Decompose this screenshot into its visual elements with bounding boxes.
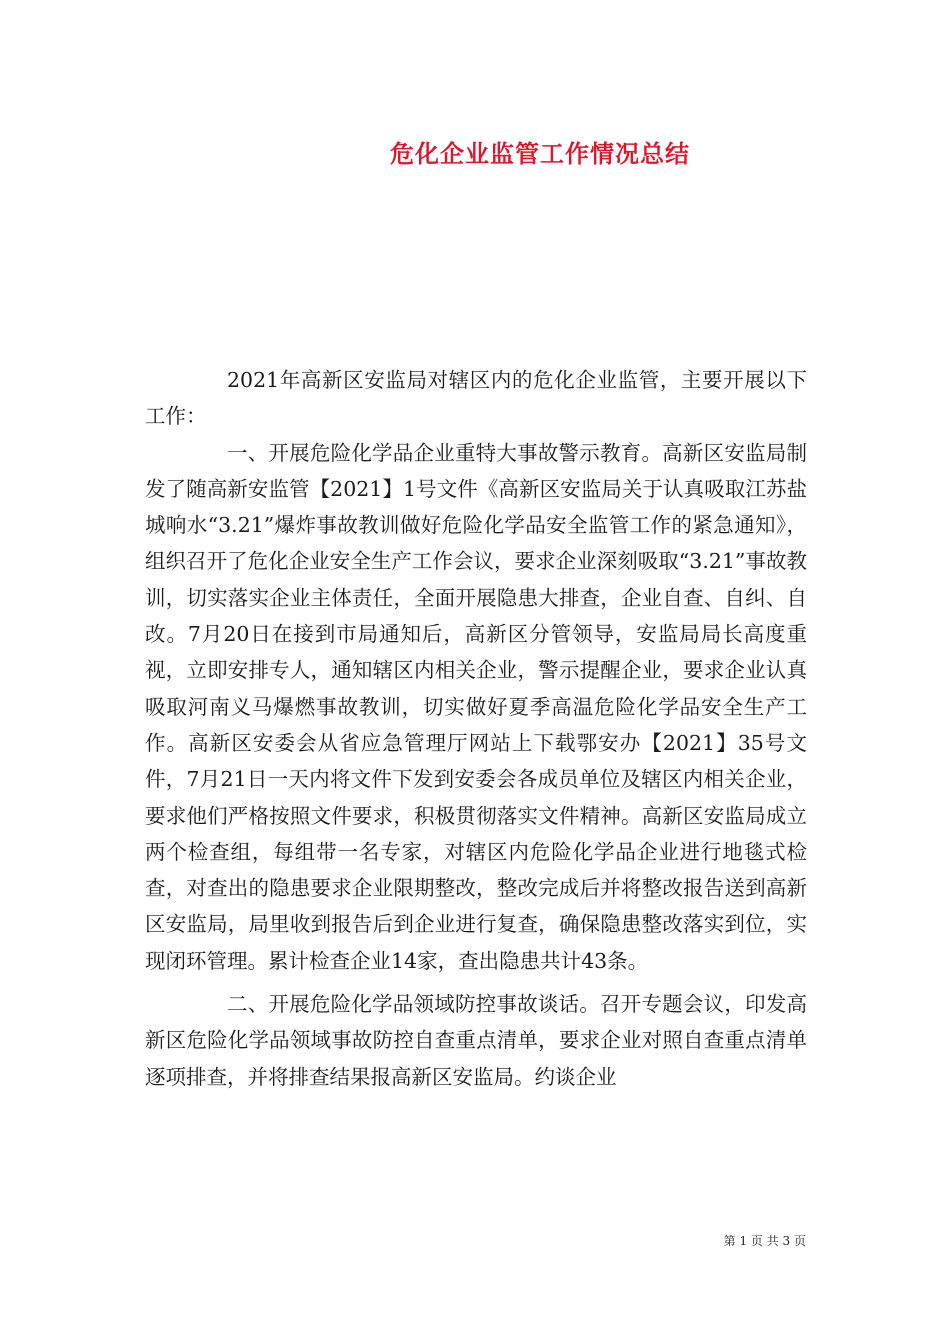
section-one-paragraph: 一、开展危险化学品企业重特大事故警示教育。高新区安监局制发了随高新安监管【2021】1号文件《高新区安监局关于认真吸取江苏盐城响水“3.21”爆炸事故教训做好危险化学品安全监管工作的紧急通知》，组织召开了危化企业安全生产工作会议，要求企业深刻吸取“3.21”事故教训，切实落实企业主体责任，全面开展隐患大排查，企业自查、自纠、自改。7月20日在接到市局通知后，高新区分管领导，安监局局长高度重视，立即安排专人，通知辖区内相关企业，警示提醒企业，要求企业认真吸取河南义马爆燃事故教训，切实做好夏季高温危险化学品安全生产工作。高新区安委会从省应急管理厅网站上下载鄂安办【2021】35号文件，7月21日一天内将文件下发到安委会各成员单位及辖区内相关企业，要求他们严格按照文件要求，积极贯彻落实文件精神。高新区安监局成立两个检查组，每组带一名专家，对辖区内危险化学品企业进行地毯式检查，对查出的隐患要求企业限期整改，整改完成后并将整改报告送到高新区安监局，局里收到报告后到企业进行复查，确保隐患整改落实到位，实现闭环管理。累计检查企业14家，查出隐患共计43条。 — [145, 440, 807, 973]
section-two-paragraph: 二、开展危险化学品领域防控事故谈话。召开专题会议，印发高新区危险化学品领域事故防控自查重点清单，要求企业对照自查重点清单逐项排查，并将排查结果报高新区安监局。约谈企业 — [145, 992, 807, 1089]
intro-paragraph: 2021年高新区安监局对辖区内的危化企业监管，主要开展以下工作： — [145, 368, 807, 429]
document-title: 危化企业监管工作情况总结 — [390, 140, 690, 168]
page-number-footer: 第 1 页 共 3 页 — [723, 1234, 806, 1248]
document-body — [145, 362, 807, 1095]
